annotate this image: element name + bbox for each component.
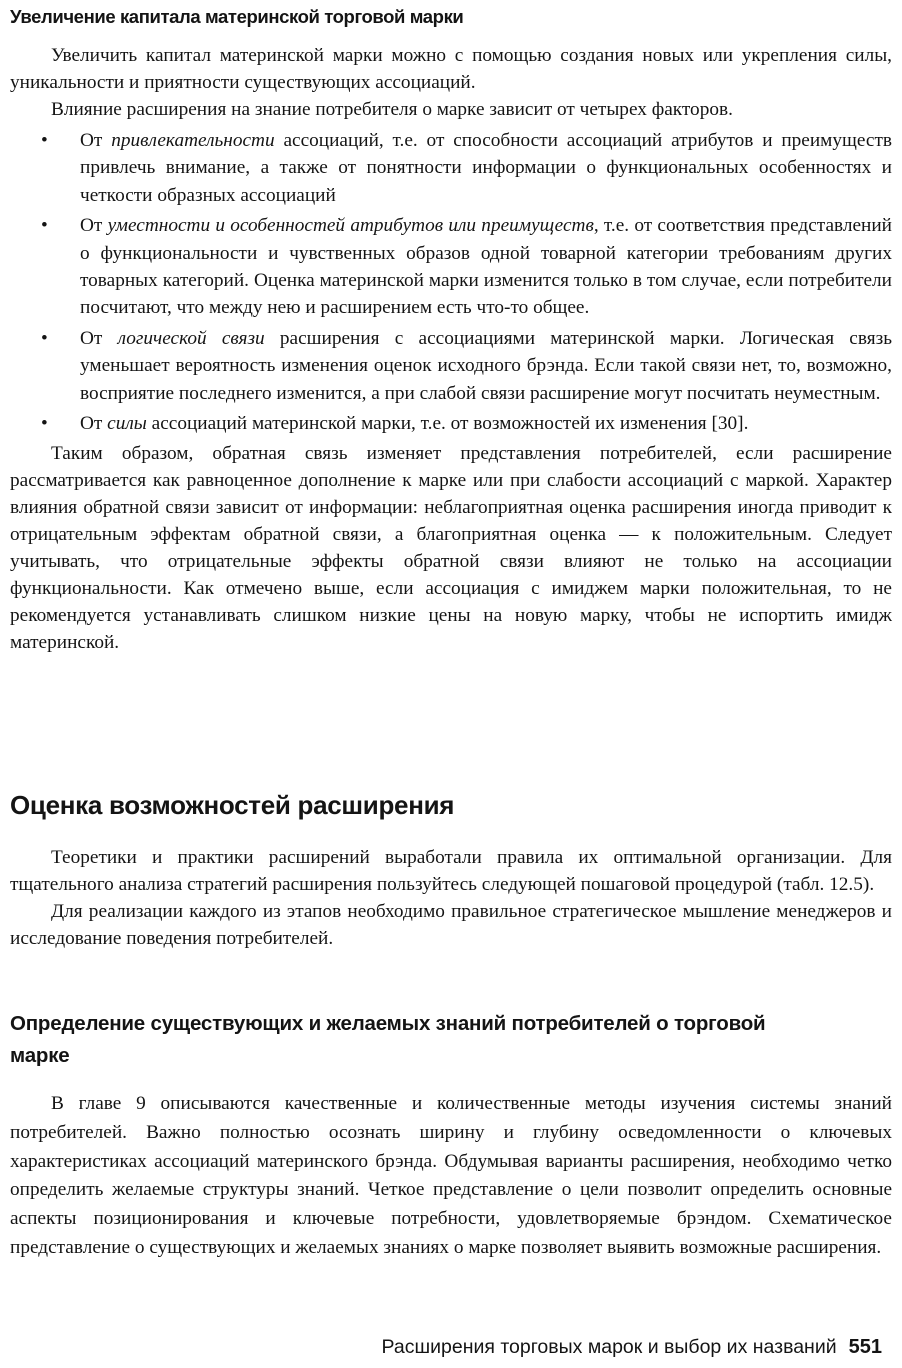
page-number: 551 — [848, 1336, 882, 1358]
main-heading: Оценка возможностей расширения — [10, 790, 455, 820]
conclusion-paragraph: Таким образом, обратная связь изменяет представления потребителей, если расширение рассматривается как равноценное дополнение к марке или при слабости ассоциаций с маркой. Характер влияния обратной связи зависит от информации: неблагоприятная оценка расширения иногда приводит к отрицательным эффектам обратной связи, а благоприятная оценка — к положительным. Следует учитывать, что отрицательные эффекты обратной связи влияют не только на ассоциации функциональности. Как отмечено выше, если ассоциация с имиджем марки положительная, то не рекомендуется устанавливать слишком низкие цены на новую марку, чтобы не испортить имидж материнской. — [10, 443, 892, 654]
subheading: Определение существующих и желаемых знаний потребителей о торговой марке — [10, 1012, 766, 1067]
emphasis: привлекательности — [111, 130, 275, 151]
intro-paragraph-2: Влияние расширения на знание потребителя о марке зависит от четырех факторов. — [51, 99, 733, 120]
factors-list — [10, 127, 892, 437]
emphasis: логической связи — [117, 327, 265, 349]
capital-section — [10, 42, 892, 656]
list-item: • От силы ассоциаций материнской марки, т.е. от возможностей их изменения [30]. — [10, 410, 892, 437]
main-paragraph-1: Теоретики и практики расширений выработали правила их оптимальной организации. Для тщательного анализа стратегий расширения пользуйтесь следующей пошаговой процедурой (табл. 12.5). — [10, 847, 892, 895]
emphasis: силы — [107, 413, 147, 435]
running-title: Расширения торговых марок и выбор их названий — [381, 1336, 837, 1358]
bullet-icon: • — [41, 130, 48, 151]
evaluation-section — [10, 844, 892, 952]
intro-paragraph-1: Увеличить капитал материнской марки можно с помощью создания новых или укрепления силы, уникальности и приятности существующих ассоциаций. — [10, 45, 892, 93]
bullet-icon: • — [41, 413, 48, 435]
section-heading: Увеличение капитала материнской торговой марки — [10, 6, 464, 27]
list-item: • От уместности и особенностей атрибутов или преимуществ, т.е. от соответствия представлений о функциональности и чувственных образов одной товарной категории требованиям других товарных категорий. Оценка материнской марки изменится только в том случае, если потребители посчитают, что между нею и расширением есть что-то общее. — [10, 212, 892, 322]
sub-paragraph-1: В главе 9 описываются качественные и количественные методы изучения системы знаний потребителей. Важно полностью осознать ширину и глубину осведомленности о ключевых характеристиках ассоциаций материнского брэнда. Обдумывая варианты расширения, необходимо четко определить желаемые структуры знаний. Четкое представление о цели позволит определить основные аспекты позиционирования и ключевые потребности, удовлетворяемые брэндом. Схематическое представление о существующих и желаемых знаниях о марке позволяет выявить возможные расширения. — [10, 1093, 892, 1258]
list-item: • От привлекательности ассоциаций, т.е. от способности ассоциаций атрибутов и преимуществ привлечь внимание, а также от понятности информации о функциональных особенностях и четкости образных ассоциаций — [10, 127, 892, 209]
emphasis: уместности и особенностей атрибутов или преимуществ — [107, 215, 594, 237]
bullet-icon: • — [41, 327, 48, 349]
main-paragraph-2: Для реализации каждого из этапов необходимо правильное стратегическое мышление менеджеров и исследование поведения потребителей. — [10, 901, 892, 949]
bullet-icon: • — [41, 215, 48, 237]
knowledge-section — [10, 1090, 892, 1263]
page-footer — [382, 1336, 882, 1359]
list-item: • От логической связи расширения с ассоциациями материнской марки. Логическая связь уменьшает вероятность изменения оценок исходного брэнда. Если такой связи нет, то, возможно, восприятие последнего изменится, а при слабой связи расширение могут посчитать неуместным. — [10, 325, 892, 407]
